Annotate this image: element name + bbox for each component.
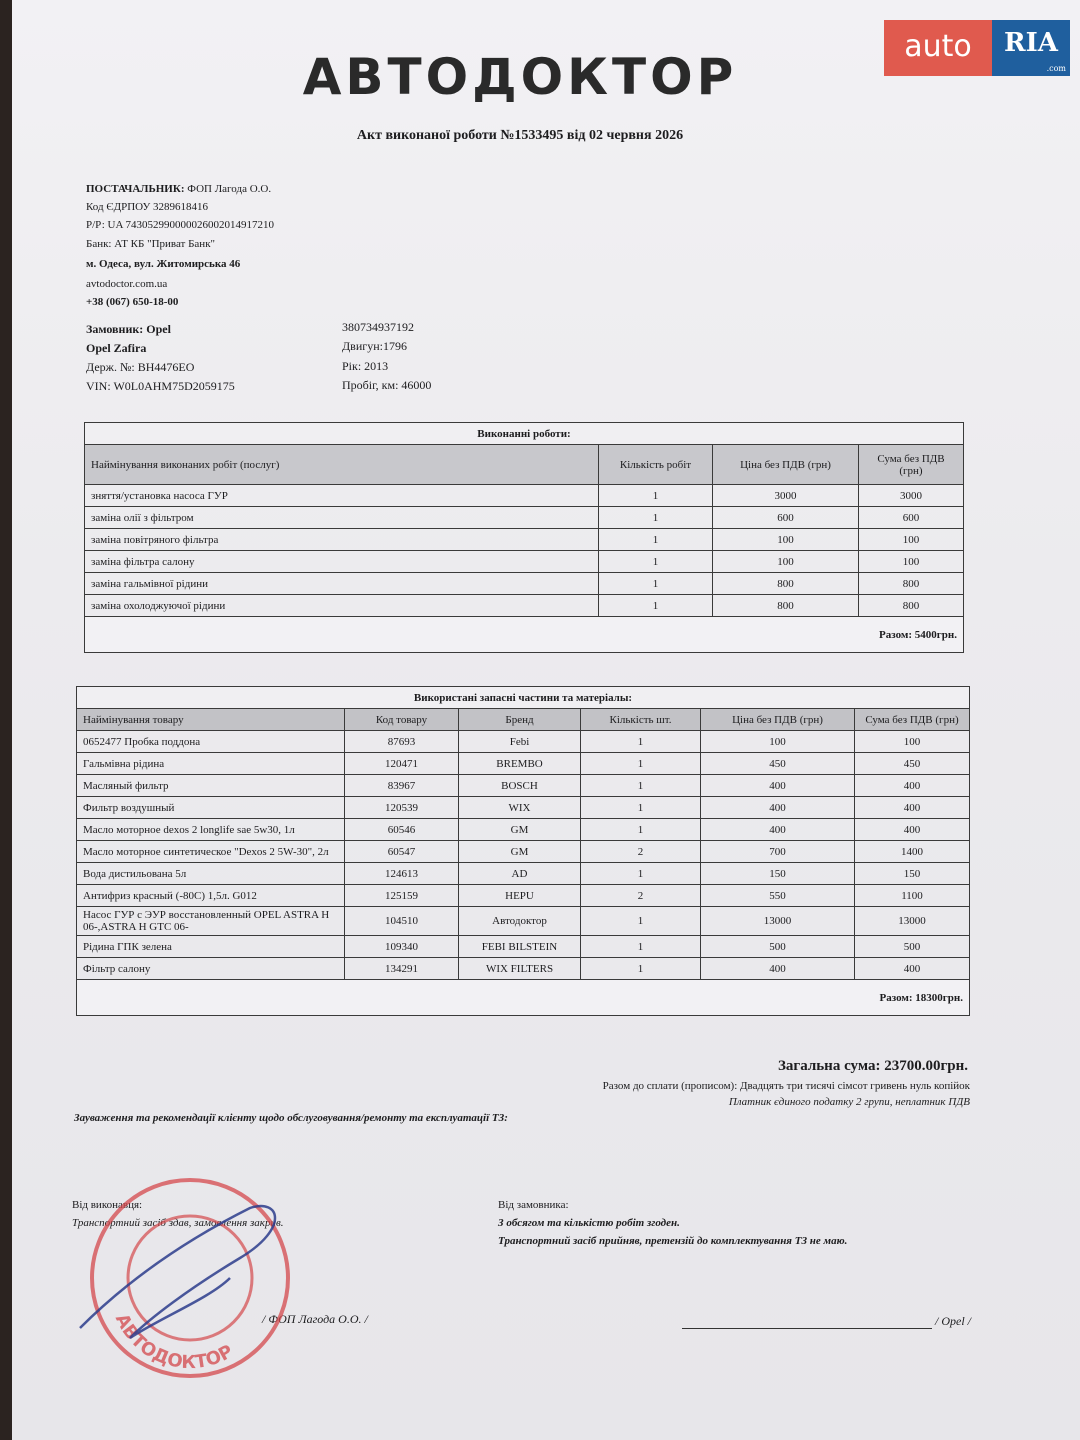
parts-cell: 120471 <box>345 753 459 775</box>
parts-cell: 700 <box>701 841 855 863</box>
parts-cell: WIX <box>459 797 581 819</box>
parts-cell: Автодоктор <box>459 907 581 936</box>
parts-cell: 60546 <box>345 819 459 841</box>
parts-cell: 500 <box>855 936 970 958</box>
customer-name: / Opel / <box>935 1314 971 1328</box>
works-row <box>85 595 964 617</box>
customer-text-2: Транспортний засіб прийняв, претензій до комплектування ТЗ не маю. <box>498 1235 848 1247</box>
parts-cell: 2 <box>581 841 701 863</box>
parts-cell: 100 <box>701 731 855 753</box>
works-cell: 600 <box>859 507 964 529</box>
watermark-ria-text: RIA <box>1004 28 1058 58</box>
parts-cell: 400 <box>701 819 855 841</box>
parts-cell: Масляный фильтр <box>77 775 345 797</box>
parts-cell: 1 <box>581 907 701 936</box>
parts-header: Бренд <box>459 709 581 731</box>
parts-cell: Febi <box>459 731 581 753</box>
parts-cell: 83967 <box>345 775 459 797</box>
watermark-domain-text: .com <box>1046 64 1066 73</box>
parts-cell: AD <box>459 863 581 885</box>
parts-cell: 1 <box>581 731 701 753</box>
company-logo: АВТОДОКТОР <box>302 48 738 106</box>
parts-row <box>77 797 970 819</box>
works-table <box>84 422 964 653</box>
parts-cell: 1 <box>581 863 701 885</box>
parts-row <box>77 819 970 841</box>
customer-signature-line <box>682 1317 932 1329</box>
parts-header: Ціна без ПДВ (грн) <box>701 709 855 731</box>
works-header: Ціна без ПДВ (грн) <box>713 445 859 485</box>
grand-total: Загальна сума: 23700.00грн. <box>777 1058 968 1074</box>
works-row <box>85 485 964 507</box>
works-caption: Виконанні роботи: <box>85 423 964 445</box>
executor-label: Від виконавця: <box>72 1199 143 1211</box>
client-engine: Двигун:1796 <box>342 339 407 354</box>
works-cell: 100 <box>859 529 964 551</box>
works-cell: заміна фільтра салону <box>85 551 599 573</box>
customer-name-line <box>682 1314 971 1329</box>
parts-cell: 1100 <box>855 885 970 907</box>
works-cell: зняття/установка насоса ГУР <box>85 485 599 507</box>
works-cell: 600 <box>713 507 859 529</box>
client-phone: 380734937192 <box>342 320 414 334</box>
parts-cell: 400 <box>701 958 855 980</box>
parts-cell: 13000 <box>701 907 855 936</box>
parts-cell: 150 <box>701 863 855 885</box>
parts-cell: 400 <box>701 775 855 797</box>
works-cell: 100 <box>713 529 859 551</box>
total-in-words: Разом до сплати (прописом): Двадцять три тисячі сімсот гривень нуль копійок <box>602 1080 970 1092</box>
parts-body <box>77 731 970 980</box>
parts-cell: 120539 <box>345 797 459 819</box>
works-cell: заміна охолоджуючої рідини <box>85 595 599 617</box>
parts-row <box>77 958 970 980</box>
works-header: Кількість робіт <box>599 445 713 485</box>
works-cell: 800 <box>713 595 859 617</box>
works-body <box>85 485 964 617</box>
works-cell: 100 <box>713 551 859 573</box>
parts-cell: 1 <box>581 775 701 797</box>
parts-cell: 13000 <box>855 907 970 936</box>
parts-cell: HEPU <box>459 885 581 907</box>
parts-cell: GM <box>459 841 581 863</box>
parts-total: Разом: 18300грн. <box>77 980 970 1016</box>
parts-cell: BOSCH <box>459 775 581 797</box>
parts-cell: BREMBO <box>459 753 581 775</box>
parts-cell: Масло моторное dexos 2 longlife sae 5w30, 1л <box>77 819 345 841</box>
parts-cell: 109340 <box>345 936 459 958</box>
works-cell: 3000 <box>859 485 964 507</box>
works-cell: 1 <box>599 551 713 573</box>
parts-cell: 100 <box>855 731 970 753</box>
executor-name: / ФОП Лагода О.О. / <box>262 1312 368 1326</box>
parts-cell: 1400 <box>855 841 970 863</box>
tax-note: Платник єдиного податку 2 групи, неплатник ПДВ <box>728 1096 970 1108</box>
works-cell: 800 <box>859 573 964 595</box>
parts-cell: 125159 <box>345 885 459 907</box>
customer-text-1: З обсягом та кількістю робіт згоден. <box>498 1217 680 1229</box>
stamp-text: АВТОДОКТОР <box>110 1310 237 1374</box>
works-cell: заміна повітряного фільтра <box>85 529 599 551</box>
works-cell: 1 <box>599 485 713 507</box>
client-block-right <box>342 318 431 396</box>
parts-row <box>77 936 970 958</box>
parts-cell: 104510 <box>345 907 459 936</box>
works-cell: заміна гальмівної рідини <box>85 573 599 595</box>
parts-cell: 1 <box>581 797 701 819</box>
works-row <box>85 529 964 551</box>
supplier-name: ФОП Лагода О.О. <box>187 183 272 195</box>
client-mileage: Пробіг, км: 46000 <box>342 378 432 393</box>
works-cell: 800 <box>713 573 859 595</box>
parts-row <box>77 907 970 936</box>
works-cell: 100 <box>859 551 964 573</box>
parts-cell: 400 <box>701 797 855 819</box>
works-cell: 1 <box>599 595 713 617</box>
supplier-account: Р/Р: UA 743052990000026002014917210 <box>86 219 275 232</box>
client-customer: Замовник: Opel <box>86 322 171 336</box>
parts-cell: 400 <box>855 819 970 841</box>
parts-cell: Насос ГУР с ЭУР восстановленный OPEL ASTRA H 06-,ASTRA H GTC 06- <box>77 907 345 936</box>
remarks-label: Зауваження та рекомендації клієнту щодо обслуговування/ремонту та експлуатації ТЗ: <box>74 1112 508 1124</box>
parts-cell: 400 <box>855 775 970 797</box>
works-cell: 1 <box>599 507 713 529</box>
stamp-outer-ring <box>92 1180 288 1376</box>
parts-cell: Гальмівна рідина <box>77 753 345 775</box>
supplier-line <box>86 180 274 198</box>
parts-header: Сума без ПДВ (грн) <box>855 709 970 731</box>
parts-row <box>77 731 970 753</box>
parts-cell: 400 <box>855 958 970 980</box>
client-plate: Держ. №: ВН4476ЕО <box>86 360 195 374</box>
works-header: Наймінування виконаних робіт (послуг) <box>85 445 599 485</box>
parts-cell: WIX FILTERS <box>459 958 581 980</box>
supplier-address: м. Одеса, вул. Житомирська 46 <box>86 257 241 270</box>
parts-cell: 1 <box>581 753 701 775</box>
works-row <box>85 551 964 573</box>
parts-cell: Фільтр салону <box>77 958 345 980</box>
parts-cell: 2 <box>581 885 701 907</box>
parts-row <box>77 863 970 885</box>
watermark-ria-badge <box>992 20 1070 76</box>
watermark-auto-text: auto <box>884 20 992 76</box>
parts-cell: GM <box>459 819 581 841</box>
parts-cell: 124613 <box>345 863 459 885</box>
background-edge <box>0 0 12 1440</box>
works-cell: 1 <box>599 573 713 595</box>
parts-cell: 1 <box>581 819 701 841</box>
works-total: Разом: 5400грн. <box>85 617 964 653</box>
supplier-site: avtodoctor.com.ua <box>86 278 168 291</box>
works-cell: 3000 <box>713 485 859 507</box>
autoria-watermark <box>884 20 1070 76</box>
works-header: Сума без ПДВ (грн) <box>859 445 964 485</box>
client-vin: VIN: W0L0AHM75D2059175 <box>86 379 235 393</box>
parts-cell: 1 <box>581 936 701 958</box>
customer-signature-block <box>498 1196 847 1250</box>
parts-row <box>77 775 970 797</box>
parts-cell: Рідина ГПК зелена <box>77 936 345 958</box>
document-title: Акт виконаної роботи №1533495 від 02 червня 2026 <box>356 128 684 143</box>
supplier-label: ПОСТАЧАЛЬНИК: <box>86 183 185 195</box>
works-cell: 1 <box>599 529 713 551</box>
parts-cell: 450 <box>855 753 970 775</box>
parts-cell: FEBI BILSTEIN <box>459 936 581 958</box>
parts-cell: 500 <box>701 936 855 958</box>
supplier-phone: +38 (067) 650-18-00 <box>86 296 179 309</box>
parts-row <box>77 753 970 775</box>
parts-cell: 87693 <box>345 731 459 753</box>
parts-cell: 550 <box>701 885 855 907</box>
company-stamp <box>40 1168 320 1398</box>
parts-header: Наймінування товару <box>77 709 345 731</box>
parts-row <box>77 841 970 863</box>
parts-cell: 400 <box>855 797 970 819</box>
parts-cell: 150 <box>855 863 970 885</box>
parts-cell: 60547 <box>345 841 459 863</box>
parts-row <box>77 885 970 907</box>
client-block-left <box>86 320 235 396</box>
supplier-edrpou: Код ЄДРПОУ 3289618416 <box>86 201 209 214</box>
supplier-block <box>86 180 274 311</box>
customer-label: Від замовника: <box>498 1199 569 1211</box>
parts-cell: 0652477 Пробка поддона <box>77 731 345 753</box>
works-cell: 800 <box>859 595 964 617</box>
parts-cell: Фильтр воздушный <box>77 797 345 819</box>
parts-caption: Використані запасні частини та матеріалы: <box>77 687 970 709</box>
parts-header: Код товару <box>345 709 459 731</box>
parts-cell: 1 <box>581 958 701 980</box>
client-year: Рік: 2013 <box>342 358 389 373</box>
parts-cell: 450 <box>701 753 855 775</box>
parts-cell: 134291 <box>345 958 459 980</box>
parts-cell: Вода дистильована 5л <box>77 863 345 885</box>
parts-cell: Масло моторное синтетическое "Dexos 2 5W-30", 2л <box>77 841 345 863</box>
parts-header: Кількість шт. <box>581 709 701 731</box>
works-row <box>85 573 964 595</box>
client-model: Opel Zafira <box>86 341 147 355</box>
works-cell: заміна олії з фільтром <box>85 507 599 529</box>
executor-text: Транспортний засіб здав, замовлення закрив. <box>72 1217 284 1229</box>
parts-table <box>76 686 970 1016</box>
supplier-bank: Банк: АТ КБ "Приват Банк" <box>86 237 216 250</box>
parts-cell: Антифриз красный (-80С) 1,5л. G012 <box>77 885 345 907</box>
works-row <box>85 507 964 529</box>
